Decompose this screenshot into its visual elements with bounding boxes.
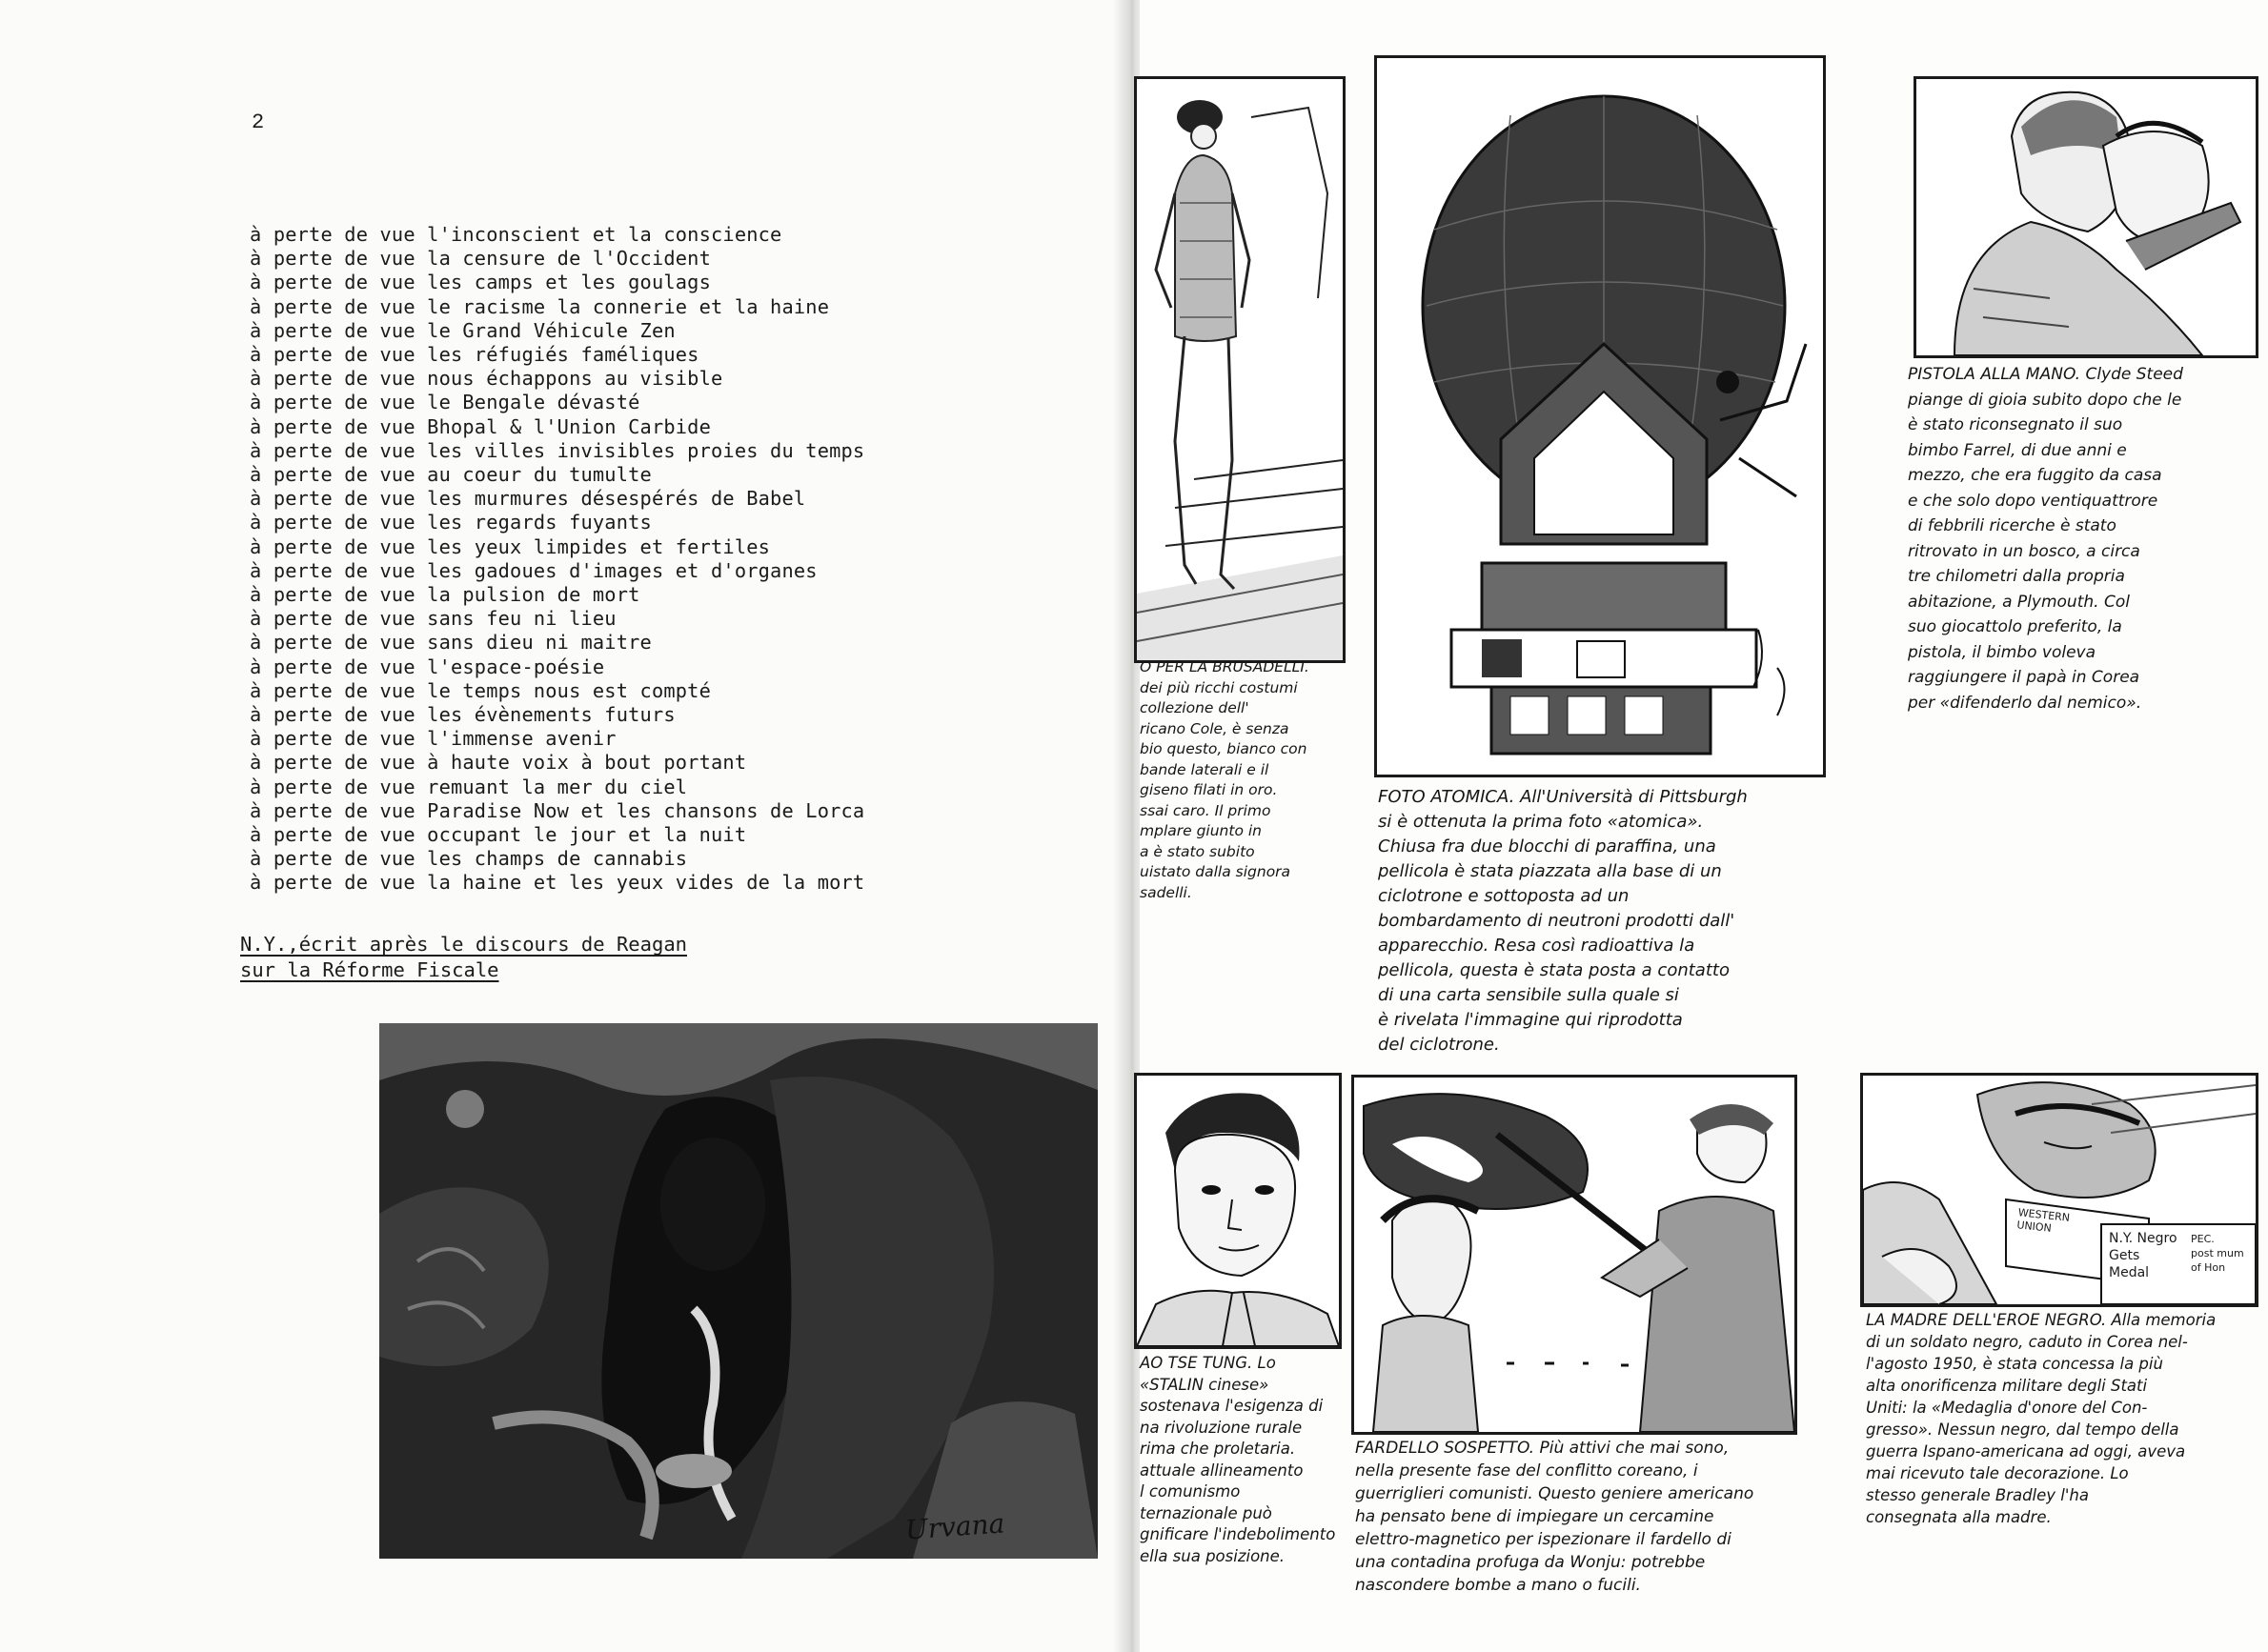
newspaper-headline: N.Y. Negro Gets Medal (2109, 1231, 2177, 1280)
signature-line: N.Y.,écrit après le discours de Reagan (240, 933, 687, 956)
poem-line: à perte de vue au coeur du tumulte (250, 463, 652, 487)
poem-line: à perte de vue à haute voix à bout portant (250, 751, 747, 775)
comic-panel-madre (1860, 1073, 2258, 1307)
poem-line: à perte de vue les gadoues d'images et d'organes (250, 558, 818, 582)
painting-inscription: Urvana (903, 1507, 1006, 1546)
comic-panel-cyclotron (1374, 55, 1826, 777)
left-page (0, 0, 1124, 1652)
poem-line: à perte de vue la censure de l'Occident (250, 247, 712, 271)
poem-line: à perte de vue remuant la mer du ciel (250, 775, 688, 798)
caption-atomica: FOTO ATOMICA. All'Università di Pittsburgh si è ottenuta la prima foto «atomica». Chiusa fra due blocchi di paraffina, una pellicola è stata piazzata alla base di un ciclotrone e sottoposta ad un bombardamento di neutroni prodotti dall' apparecchio. Resa così radioattiva la pellicola, questa è stata posta a contatto di una carta sensibile sulla quale si è rivelata l'immagine qui riprodotta del ciclotrone. (1378, 787, 1748, 1055)
poem-line: à perte de vue le racisme la connerie et la haine (250, 294, 830, 318)
poem-line: à perte de vue le Bengale dévasté (250, 391, 640, 414)
mother-child-drawing (1916, 79, 2256, 355)
poem-line: à perte de vue l'immense avenir (250, 727, 617, 751)
comic-panel-fardello (1351, 1075, 1797, 1435)
cyclotron-drawing (1377, 58, 1823, 775)
caption-fardello: FARDELLO SOSPETTO. Più attivi che mai sono, nella presente fase del conflitto coreano, i guerriglieri comunisti. Questo geniere americano ha pensato bene di impiegare un cercamine elettro-magnetico per ispezionare il fardello di una contadina profuga da Wonju: potrebbe nascondere bombe a mano o fucili. (1355, 1439, 1754, 1595)
page-number: 2 (252, 111, 265, 134)
portrait-drawing (1137, 1076, 1339, 1346)
poem-line: à perte de vue Paradise Now et les chansons de Lorca (250, 798, 865, 822)
poem-line: à perte de vue les yeux limpides et fertiles (250, 534, 771, 558)
poem-line: à perte de vue la pulsion de mort (250, 583, 640, 607)
poem-line: à perte de vue les évènements futurs (250, 703, 676, 727)
poem-line: à perte de vue nous échappons au visible (250, 367, 723, 391)
comic-panel-swimsuit (1134, 76, 1346, 663)
painting-reproduction (379, 1023, 1098, 1559)
comic-panel-mao (1134, 1073, 1342, 1349)
soldier-drawing (1354, 1078, 1794, 1432)
signature-line: sur la Réforme Fiscale (240, 958, 499, 981)
poem (250, 223, 864, 896)
poem-line: à perte de vue les regards fuyants (250, 511, 652, 534)
caption-pistola: PISTOLA ALLA MANO. Clyde Steed piange di gioia subito dopo che le è stato riconsegnato il suo bimbo Farrel, di due anni e mezzo, che era fuggito da casa e che solo dopo ventiquattrore di febbrili ricerche è stato ritrovato in un bosco, a circa tre chilometri dalla propria abitazione, a Plymouth. Col suo giocattolo preferito, la pistola, il bimbo voleva raggiungere il papà in Corea per «difenderlo dal nemico». (1908, 365, 2183, 713)
poem-line: à perte de vue les villes invisibles proies du temps (250, 438, 865, 462)
poem-signature (240, 932, 687, 983)
newspaper-sidebar: PEC. post mum of Hon (2191, 1233, 2244, 1274)
caption-mao: AO TSE TUNG. Lo «STALIN cinese» sostenava l'esigenza di na rivoluzione rurale rima che proletaria. attuale allineamento l comunismo ternazionale può gnificare l'indebolimento ella sua posizione. (1140, 1354, 1336, 1565)
poem-line: à perte de vue les champs de cannabis (250, 847, 688, 871)
poem-line: à perte de vue l'espace-poésie (250, 655, 605, 678)
poem-line: à perte de vue sans feu ni lieu (250, 607, 617, 631)
poem-line: à perte de vue les réfugiés faméliques (250, 343, 699, 367)
comic-panel-pistola (1914, 76, 2258, 358)
poem-line: à perte de vue l'inconscient et la conscience (250, 223, 782, 246)
poem-line: à perte de vue le temps nous est compté (250, 678, 712, 702)
right-page (1140, 0, 2268, 1652)
poem-line: à perte de vue les camps et les goulags (250, 271, 712, 294)
telegram-header: WESTERN UNION (2015, 1206, 2071, 1235)
poem-line: à perte de vue occupant le jour et la nuit (250, 823, 747, 847)
poem-line: à perte de vue le Grand Véhicule Zen (250, 318, 676, 342)
caption-madre: LA MADRE DELL'EROE NEGRO. Alla memoria di un soldato negro, caduto in Corea nel- l'agosto 1950, è stata concessa la più alta onorificenza militare degli Stati Uniti: la «Medaglia d'onore del Con- gresso». Nessun negro, dal tempo della guerra Ispano-americana ad oggi, aveva mai ricevuto tale decorazione. Lo stesso generale Bradley l'ha consegnata alla madre. (1866, 1311, 2217, 1526)
swimsuit-drawing (1137, 79, 1343, 660)
poem-line: à perte de vue Bhopal & l'Union Carbide (250, 414, 712, 438)
poem-line: à perte de vue les murmures désespérés de Babel (250, 487, 806, 511)
painting-image (379, 1023, 1098, 1559)
poem-line: à perte de vue la haine et les yeux vides de la mort (250, 871, 865, 895)
poem-line: à perte de vue sans dieu ni maitre (250, 631, 652, 655)
caption-brusadelli: O PER LA BRUSADELLI. dei più ricchi costumi collezione dell' ricano Cole, è senza bio questo, bianco con bande laterali e il giseno filati in oro. ssai caro. Il primo mplare giunto in a è stato subito uistato dalla signora sadelli. (1140, 658, 1309, 901)
